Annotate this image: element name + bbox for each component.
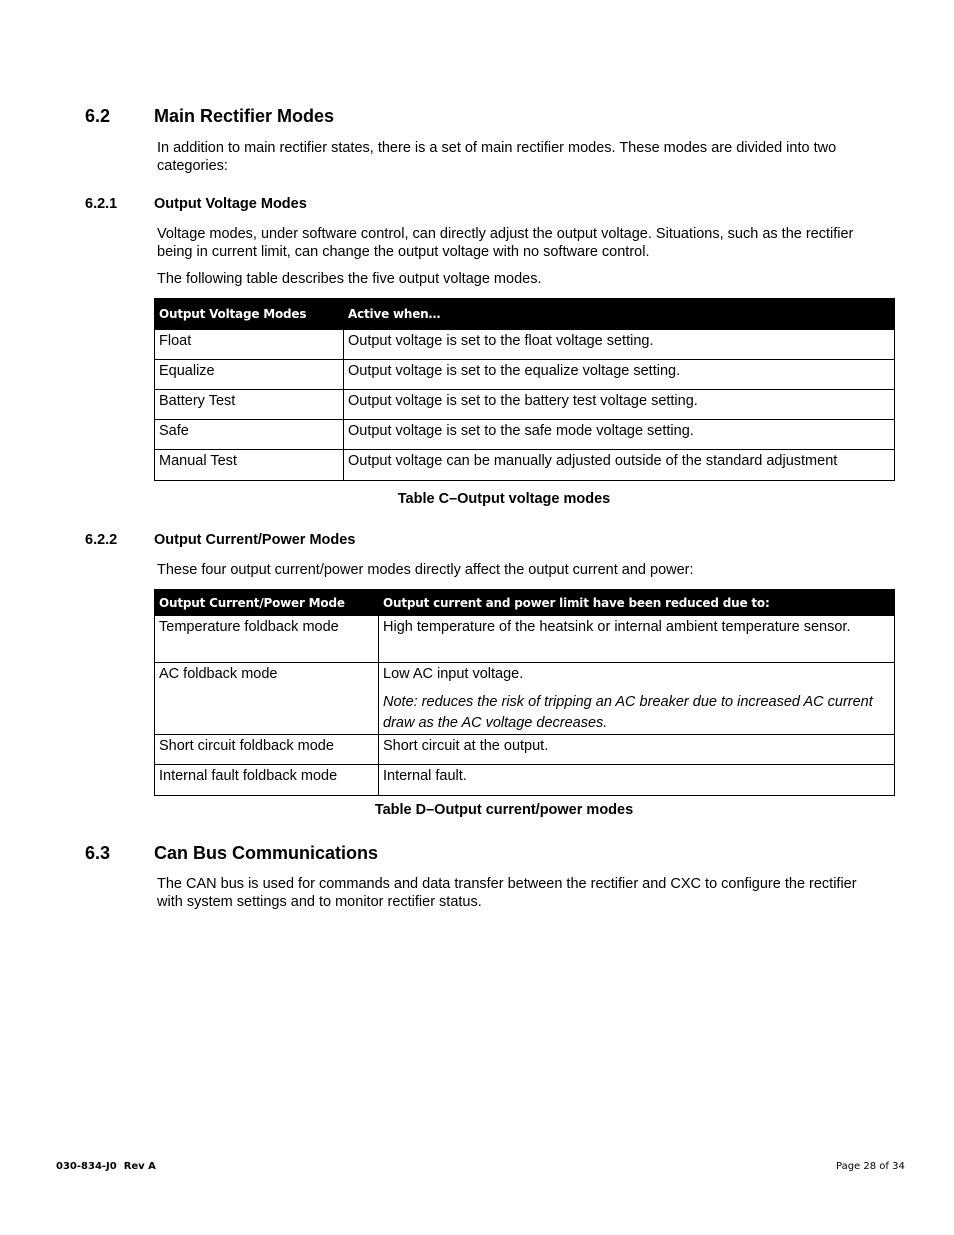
section-title: Can Bus Communications (154, 843, 379, 863)
description-cell: Output voltage is set to the float voltage setting. (344, 330, 895, 360)
table-row (155, 735, 895, 765)
mode-cell: Manual Test (155, 450, 344, 481)
description-cell: Output voltage is set to the safe mode voltage setting. (344, 420, 895, 450)
table-header-row (155, 590, 895, 616)
table-caption: Table D–Output current/power modes (374, 802, 634, 818)
section-intro: In addition to main rectifier states, there is a set of main rectifier modes. These modes are divided into two categories: (157, 140, 837, 174)
output-voltage-modes-table (154, 298, 895, 481)
subsection-number: 6.2.2 (85, 532, 118, 548)
description-cell: Short circuit at the output. (379, 735, 895, 765)
description-text: Low AC input voltage. (383, 666, 524, 682)
table-row (155, 420, 895, 450)
section-number: 6.2 (85, 106, 111, 126)
mode-cell: Temperature foldback mode (155, 616, 379, 663)
mode-cell: Short circuit foldback mode (155, 735, 379, 765)
table-header-row (155, 299, 895, 330)
mode-cell: Safe (155, 420, 344, 450)
current-modes-paragraph: These four output current/power modes directly affect the output current and power: (157, 562, 694, 578)
mode-cell: Battery Test (155, 390, 344, 420)
description-cell (379, 663, 895, 735)
table-header-cell: Active when… (344, 299, 895, 330)
can-bus-paragraph: The CAN bus is used for commands and data transfer between the rectifier and CXC to configure the rectifier with system settings and to monitor rectifier status. (157, 876, 857, 910)
mode-cell: AC foldback mode (155, 663, 379, 735)
table-header-cell: Output Current/Power Mode (155, 590, 379, 616)
subsection-title: Output Voltage Modes (154, 196, 307, 212)
voltage-modes-paragraph: Voltage modes, under software control, can directly adjust the output voltage. Situations, such as the rectifier being in current limit, can change the output voltage with no software control. (157, 226, 854, 260)
table-row (155, 330, 895, 360)
table-row (155, 390, 895, 420)
footer-doc-id: 030-834-J0 Rev A (56, 1161, 156, 1172)
section-title: Main Rectifier Modes (154, 106, 335, 126)
table-caption: Table C–Output voltage modes (397, 491, 611, 507)
table-row (155, 663, 895, 735)
mode-cell: Float (155, 330, 344, 360)
table-header-cell: Output Voltage Modes (155, 299, 344, 330)
section-number: 6.3 (85, 843, 111, 863)
subsection-title: Output Current/Power Modes (154, 532, 356, 548)
mode-cell: Equalize (155, 360, 344, 390)
voltage-modes-table-intro: The following table describes the five output voltage modes. (157, 271, 542, 287)
footer-page-number: Page 28 of 34 (836, 1161, 905, 1172)
description-cell: Internal fault. (379, 765, 895, 796)
ac-foldback-note: Note: reduces the risk of tripping an AC breaker due to increased AC current draw as the AC voltage decreases. (383, 694, 873, 731)
subsection-number: 6.2.1 (85, 196, 118, 212)
table-row (155, 616, 895, 663)
table-row (155, 450, 895, 481)
output-current-power-modes-table (154, 589, 895, 796)
description-cell: High temperature of the heatsink or internal ambient temperature sensor. (379, 616, 895, 663)
mode-cell: Internal fault foldback mode (155, 765, 379, 796)
table-row (155, 360, 895, 390)
table-header-cell: Output current and power limit have been reduced due to: (379, 590, 895, 616)
table-row (155, 765, 895, 796)
description-cell: Output voltage is set to the battery test voltage setting. (344, 390, 895, 420)
description-cell: Output voltage can be manually adjusted outside of the standard adjustment (344, 450, 895, 481)
description-cell: Output voltage is set to the equalize voltage setting. (344, 360, 895, 390)
